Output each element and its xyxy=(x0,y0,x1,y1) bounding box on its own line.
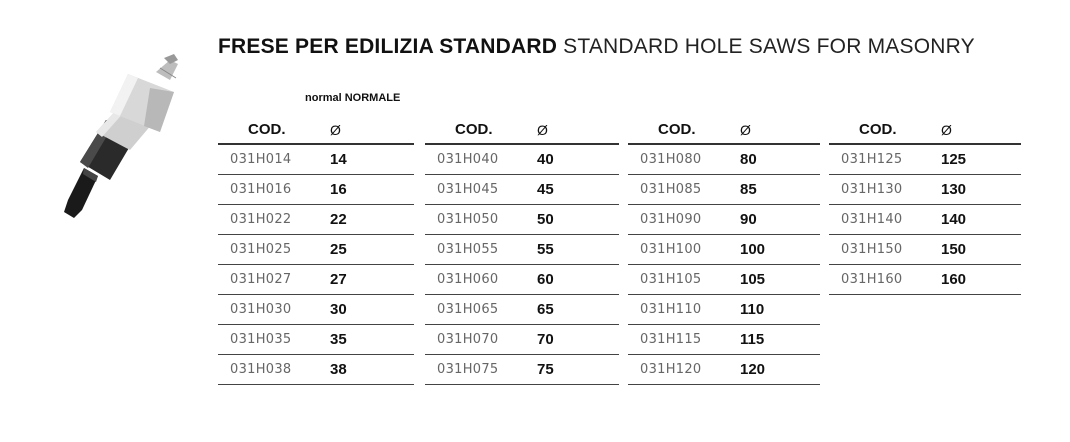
diameter-value: 125 xyxy=(941,144,1021,175)
product-code: 031H038 xyxy=(218,355,330,385)
product-code: 031H027 xyxy=(218,265,330,295)
product-code: 031H120 xyxy=(628,355,740,385)
table-row xyxy=(829,265,1021,295)
product-code: 031H150 xyxy=(829,235,941,265)
diameter-value: 160 xyxy=(941,265,1021,295)
table-row xyxy=(425,265,619,295)
table-row xyxy=(425,175,619,205)
product-code: 031H060 xyxy=(425,265,537,295)
diameter-value: 55 xyxy=(537,235,619,265)
column-header-diameter: Ø xyxy=(537,116,619,144)
diameter-value: 70 xyxy=(537,325,619,355)
table-row xyxy=(829,175,1021,205)
table-header-row xyxy=(218,116,414,144)
table-header-row xyxy=(628,116,820,144)
product-code: 031H125 xyxy=(829,144,941,175)
diameter-value: 105 xyxy=(740,265,820,295)
diameter-value: 16 xyxy=(330,175,414,205)
diameter-value: 90 xyxy=(740,205,820,235)
diameter-value: 25 xyxy=(330,235,414,265)
column-header-diameter: Ø xyxy=(941,116,1021,144)
product-code: 031H035 xyxy=(218,325,330,355)
product-code: 031H022 xyxy=(218,205,330,235)
diameter-value: 110 xyxy=(740,295,820,325)
product-code: 031H045 xyxy=(425,175,537,205)
product-code: 031H075 xyxy=(425,355,537,385)
product-code: 031H100 xyxy=(628,235,740,265)
table-row xyxy=(628,325,820,355)
table-row xyxy=(628,295,820,325)
product-code: 031H014 xyxy=(218,144,330,175)
table-row xyxy=(628,205,820,235)
table-row xyxy=(218,295,414,325)
table-row xyxy=(218,355,414,385)
diameter-value: 50 xyxy=(537,205,619,235)
product-code: 031H110 xyxy=(628,295,740,325)
product-code: 031H065 xyxy=(425,295,537,325)
diameter-value: 30 xyxy=(330,295,414,325)
diameter-value: 22 xyxy=(330,205,414,235)
diameter-value: 140 xyxy=(941,205,1021,235)
title-english: STANDARD HOLE SAWS FOR MASONRY xyxy=(563,35,975,58)
table-header-row xyxy=(829,116,1021,144)
table-row xyxy=(628,175,820,205)
diameter-value: 35 xyxy=(330,325,414,355)
product-code: 031H030 xyxy=(218,295,330,325)
diameter-value: 27 xyxy=(330,265,414,295)
hole-saw-table-3 xyxy=(628,116,820,385)
diameter-value: 45 xyxy=(537,175,619,205)
table-header-row xyxy=(425,116,619,144)
product-code: 031H160 xyxy=(829,265,941,295)
title-italian: FRESE PER EDILIZIA STANDARD xyxy=(218,35,558,58)
column-header-code: COD. xyxy=(425,116,537,144)
table-row xyxy=(829,205,1021,235)
page-title xyxy=(218,34,975,60)
table-row xyxy=(425,235,619,265)
product-code: 031H050 xyxy=(425,205,537,235)
product-code: 031H105 xyxy=(628,265,740,295)
table-row xyxy=(218,144,414,175)
product-code: 031H070 xyxy=(425,325,537,355)
table-row xyxy=(425,355,619,385)
table-row xyxy=(628,265,820,295)
product-code: 031H016 xyxy=(218,175,330,205)
diameter-value: 65 xyxy=(537,295,619,325)
diameter-value: 40 xyxy=(537,144,619,175)
subtitle-normal: normal NORMALE xyxy=(305,92,401,104)
diameter-value: 38 xyxy=(330,355,414,385)
diameter-value: 14 xyxy=(330,144,414,175)
hole-saw-product-image xyxy=(40,50,190,240)
diameter-value: 60 xyxy=(537,265,619,295)
table-row xyxy=(218,265,414,295)
product-code: 031H040 xyxy=(425,144,537,175)
column-header-code: COD. xyxy=(829,116,941,144)
diameter-value: 80 xyxy=(740,144,820,175)
table-row xyxy=(218,205,414,235)
product-code: 031H130 xyxy=(829,175,941,205)
table-row xyxy=(628,235,820,265)
table-row xyxy=(218,325,414,355)
product-code: 031H055 xyxy=(425,235,537,265)
diameter-value: 150 xyxy=(941,235,1021,265)
table-row xyxy=(425,144,619,175)
hole-saw-table-2 xyxy=(425,116,619,385)
product-code: 031H025 xyxy=(218,235,330,265)
product-code: 031H085 xyxy=(628,175,740,205)
diameter-value: 100 xyxy=(740,235,820,265)
table-row xyxy=(829,235,1021,265)
column-header-code: COD. xyxy=(218,116,330,144)
table-row xyxy=(628,144,820,175)
diameter-value: 120 xyxy=(740,355,820,385)
table-row xyxy=(425,325,619,355)
diameter-value: 130 xyxy=(941,175,1021,205)
column-header-code: COD. xyxy=(628,116,740,144)
table-row xyxy=(425,205,619,235)
diameter-value: 85 xyxy=(740,175,820,205)
product-code: 031H115 xyxy=(628,325,740,355)
hole-saw-table-1 xyxy=(218,116,414,385)
hole-saw-table-4 xyxy=(829,116,1021,295)
column-header-diameter: Ø xyxy=(330,116,414,144)
diameter-value: 75 xyxy=(537,355,619,385)
table-row xyxy=(829,144,1021,175)
diameter-value: 115 xyxy=(740,325,820,355)
column-header-diameter: Ø xyxy=(740,116,820,144)
table-row xyxy=(218,175,414,205)
table-row xyxy=(628,355,820,385)
product-code: 031H090 xyxy=(628,205,740,235)
table-row xyxy=(425,295,619,325)
product-code: 031H140 xyxy=(829,205,941,235)
product-code: 031H080 xyxy=(628,144,740,175)
table-row xyxy=(218,235,414,265)
